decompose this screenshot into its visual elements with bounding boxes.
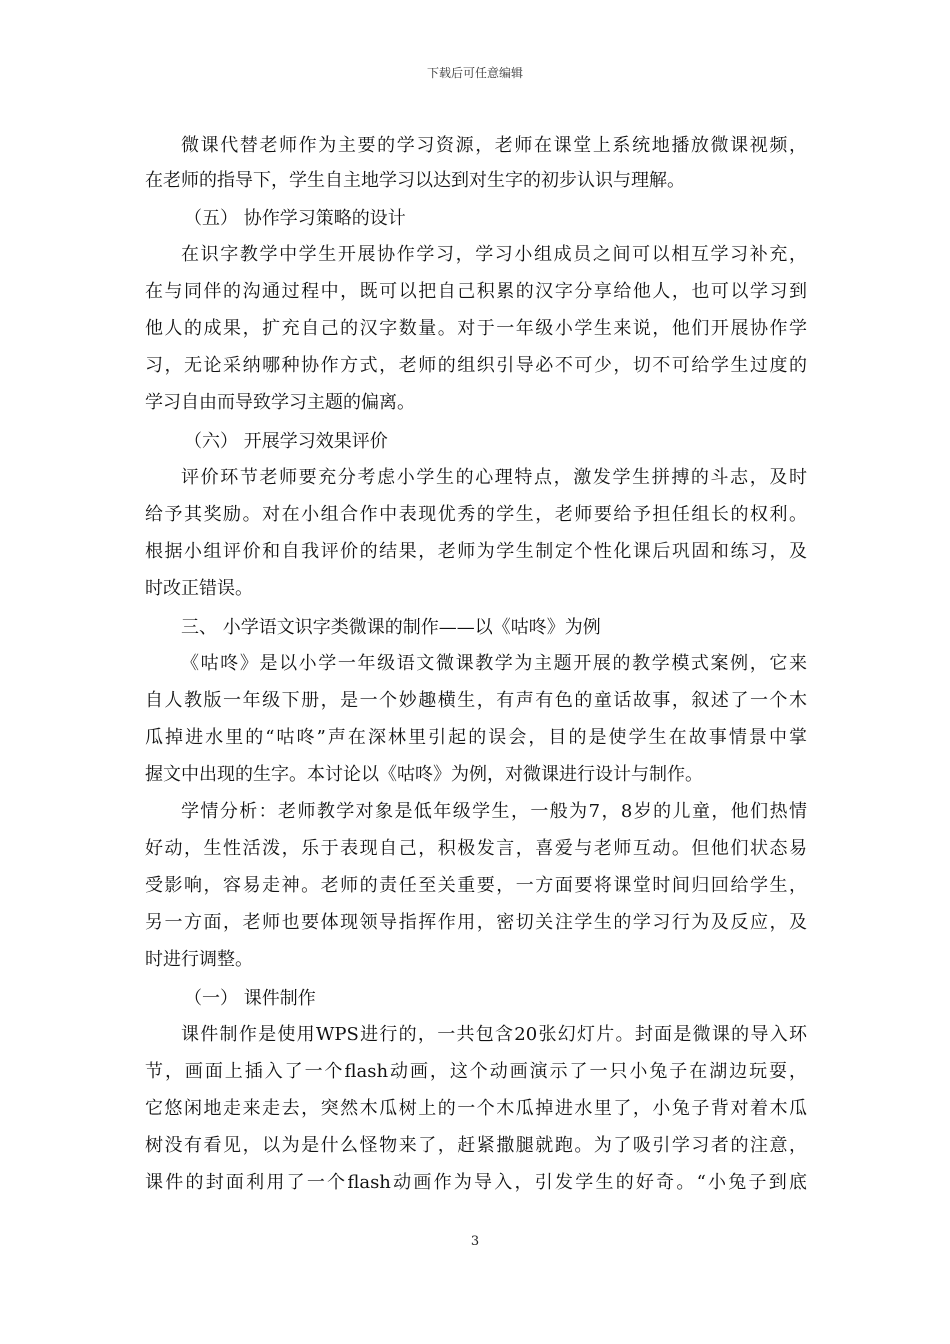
body-line: 根据小组评价和自我评价的结果，老师为学生制定个性化课后巩固和练习，及 [145, 541, 807, 562]
chapter-heading: 三、 小学语文识字类微课的制作——以《咕咚》为例 [181, 617, 601, 638]
body-line: 微课代替老师作为主要的学习资源，老师在课堂上系统地播放微课视频， [181, 135, 807, 156]
body-line: 时改正错误。 [145, 578, 253, 599]
body-line: 好动，生性活泼，乐于表现自己，积极发言，喜爱与老师互动。但他们状态易 [145, 838, 807, 859]
body-line: 另一方面，老师也要体现领导指挥作用，密切关注学生的学习行为及反应，及 [145, 912, 807, 933]
page-header: 下载后可任意编辑 [426, 66, 523, 80]
body-line: 它悠闲地走来走去，突然木瓜树上的一个木瓜掉进水里了，小兔子背对着木瓜 [145, 1098, 807, 1119]
body-line: 在识字教学中学生开展协作学习，学习小组成员之间可以相互学习补充， [181, 244, 807, 265]
body-line: 瓜掉进水里的“咕咚”声在深林里引起的误会，目的是使学生在故事情景中掌 [145, 727, 807, 748]
page-number: 3 [470, 1234, 480, 1249]
body-line: 时进行调整。 [145, 949, 253, 970]
section-heading: （五） 协作学习策略的设计 [184, 208, 406, 229]
body-line: 《咕咚》是以小学一年级语文微课教学为主题开展的教学模式案例，它来 [181, 653, 807, 674]
body-line: 在老师的指导下，学生自主地学习以达到对生字的初步认识与理解。 [145, 170, 685, 191]
body-line: 评价环节老师要充分考虑小学生的心理特点，激发学生拼搏的斗志，及时 [181, 467, 807, 488]
body-line: 学情分析：老师教学对象是低年级学生，一般为7，8岁的儿童，他们热情 [181, 801, 807, 822]
section-heading: （六） 开展学习效果评价 [184, 431, 388, 452]
body-line: 在与同伴的沟通过程中，既可以把自己积累的汉字分享给他人，也可以学习到 [145, 281, 807, 302]
body-line: 课件的封面利用了一个flash动画作为导入，引发学生的好奇。“小兔子到底 [145, 1172, 807, 1193]
body-line: 节，画面上插入了一个flash动画，这个动画演示了一只小兔子在湖边玩耍， [145, 1061, 807, 1082]
body-line: 给予其奖励。对在小组合作中表现优秀的学生，老师要给予担任组长的权利。 [145, 504, 807, 525]
body-line: 课件制作是使用WPS进行的，一共包含20张幻灯片。封面是微课的导入环 [181, 1024, 807, 1045]
body-line: 受影响，容易走神。老师的责任至关重要，一方面要将课堂时间归回给学生， [145, 875, 807, 896]
body-line: 习，无论采纳哪种协作方式，老师的组织引导必不可少，切不可给学生过度的 [145, 355, 807, 376]
body-line: 握文中出现的生字。本讨论以《咕咚》为例，对微课进行设计与制作。 [145, 764, 703, 785]
body-line: 他人的成果，扩充自己的汉字数量。对于一年级小学生来说，他们开展协作学 [145, 318, 807, 339]
section-heading: （一） 课件制作 [184, 988, 316, 1009]
body-line: 学习自由而导致学习主题的偏离。 [145, 392, 415, 413]
body-line: 自人教版一年级下册，是一个妙趣横生，有声有色的童话故事，叙述了一个木 [145, 690, 807, 711]
body-line: 树没有看见，以为是什么怪物来了，赶紧撒腿就跑。为了吸引学习者的注意， [145, 1135, 807, 1156]
